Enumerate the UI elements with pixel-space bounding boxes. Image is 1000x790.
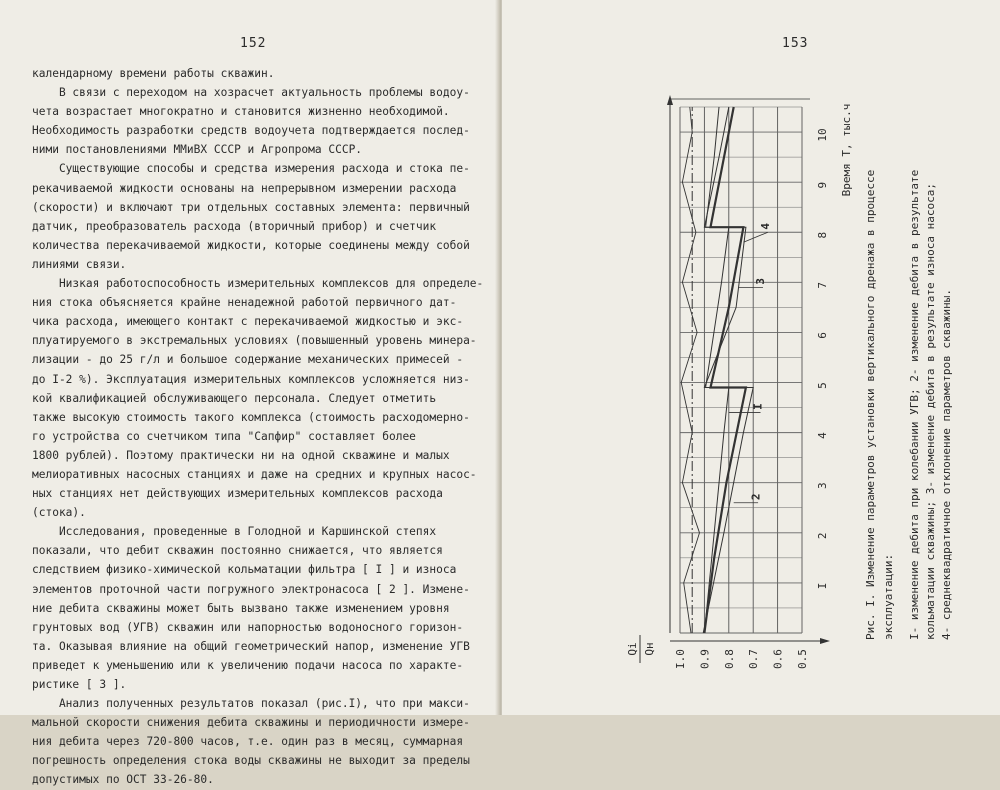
right-page bbox=[502, 0, 1000, 715]
x-tick-label: 10 bbox=[816, 128, 829, 142]
ratio-axis-arrow bbox=[820, 638, 830, 644]
text-line: (скорости) и включают три отдельных составных элемента: первичный bbox=[32, 200, 470, 214]
page-number-right: 153 bbox=[782, 36, 809, 51]
text-line: плуатируемого в экстремальных условиях (повышенный уровень минера- bbox=[32, 334, 477, 348]
left-page bbox=[0, 0, 498, 787]
ratio-axis-numerator: Qi bbox=[626, 642, 639, 656]
caption-line: 4- среднеквадратичное отклонение параметров скважины. bbox=[940, 289, 953, 640]
text-line: ния дебита через 720-800 часов, т.е. один раз в месяц, суммарная bbox=[32, 735, 464, 749]
text-line: грунтовых вод (УГВ) скважин или напорностью водоносного горизон- bbox=[32, 620, 464, 634]
x-tick-label: 5 bbox=[816, 382, 829, 389]
text-line: Необходимость разработки средств водоучета подтверждается послед- bbox=[32, 124, 470, 138]
curve-leader-line bbox=[743, 232, 767, 242]
text-line: чика расхода, имеющего контакт с перекачиваемой жидкостью и экс- bbox=[32, 315, 464, 329]
series-line-2 bbox=[704, 107, 728, 633]
y-tick-label: 0.6 bbox=[771, 649, 785, 669]
x-tick-label: 7 bbox=[816, 282, 829, 289]
text-line: ния стока объясняется крайне ненадежной работой первичного дат- bbox=[32, 296, 457, 310]
text-line: ние дебита скважины может быть вызвано также изменением уровня bbox=[32, 601, 450, 615]
text-line: рекачиваемой жидкости основаны на непрерывном измерении расхода bbox=[32, 181, 457, 195]
text-line: го устройства со счетчиком типа "Сапфир" составляет более bbox=[32, 429, 416, 443]
ratio-axis-denominator: Qн bbox=[643, 642, 656, 656]
x-tick-label: 6 bbox=[816, 332, 829, 339]
text-line: Низкая работоспособность измерительных комплексов для определе- bbox=[32, 277, 484, 291]
text-line: 1800 рублей). Поэтому практически ни на одной скважине и малых bbox=[32, 448, 450, 462]
text-line: линиями связи. bbox=[32, 257, 127, 271]
text-line: также высокую стоимость такого комплекса (стоимость расходомерно- bbox=[32, 410, 470, 424]
x-tick-label: I bbox=[816, 582, 829, 590]
text-line: показали, что дебит скважин постоянно снижается, что является bbox=[32, 544, 443, 558]
chart-ticks bbox=[674, 128, 829, 669]
curve-label-4: 4 bbox=[759, 222, 773, 230]
left-body-text bbox=[32, 64, 484, 790]
x-tick-label: 4 bbox=[816, 432, 829, 439]
chart-series bbox=[681, 107, 753, 633]
text-line: чета возрастает многократно и становится жизненно необходимой. bbox=[32, 105, 450, 119]
text-line: количества перекачиваемой жидкости, которые соединены между собой bbox=[32, 238, 470, 252]
text-line: до I-2 %). Эксплуатация измерительных комплексов усложняется низ- bbox=[32, 372, 470, 386]
x-tick-label: 9 bbox=[816, 181, 829, 189]
caption-line: эксплуатации: bbox=[882, 553, 895, 640]
text-line: допустимых по ОСТ 33-26-80. bbox=[32, 773, 214, 787]
y-tick-label: 0.8 bbox=[722, 649, 736, 669]
time-axis-arrow bbox=[667, 95, 673, 105]
text-line: следствием физико-химической кольматации фильтра [ I ] и износа bbox=[32, 563, 457, 577]
page-number-left: 152 bbox=[240, 36, 267, 51]
x-tick-label: 8 bbox=[816, 231, 829, 239]
text-line: датчик, преобразователь расхода (вторичный прибор) и счетчик bbox=[32, 219, 437, 233]
ratio-axis-label bbox=[626, 635, 656, 663]
text-line: календарному времени работы скважин. bbox=[32, 67, 275, 80]
series-line-I bbox=[681, 107, 699, 633]
y-tick-label: I.0 bbox=[674, 649, 687, 669]
curve-label-2: 2 bbox=[749, 493, 763, 501]
y-tick-label: 0.7 bbox=[747, 649, 761, 669]
y-tick-label: 0.9 bbox=[698, 649, 712, 669]
text-line: кой квалификацией обслуживающего персонала. Следует отметить bbox=[32, 391, 437, 405]
text-line: Исследования, проведенные в Голодной и Каршинской степях bbox=[32, 525, 437, 539]
caption-line: Рис. I. Изменение параметров установки вертикального дренажа в процессе bbox=[864, 169, 877, 640]
text-line: ных станциях нет действующих измерительных комплексов расхода bbox=[32, 487, 443, 501]
figure-1-chart bbox=[502, 0, 1000, 715]
caption-line: I- изменение дебита при колебании УГВ; 2- изменение дебита в результате bbox=[908, 169, 921, 640]
curve-label-3: 3 bbox=[754, 278, 768, 285]
text-line: Существующие способы и средства измерения расхода и стока пе- bbox=[32, 162, 470, 176]
x-tick-label: 2 bbox=[816, 532, 829, 540]
figure-caption bbox=[864, 170, 953, 640]
y-tick-label: 0.5 bbox=[796, 649, 809, 669]
text-line: Анализ полученных результатов показал (рис.I), что при макси- bbox=[32, 697, 470, 711]
text-line: ристике [ 3 ]. bbox=[32, 678, 127, 691]
x-tick-label: 3 bbox=[816, 482, 829, 490]
chart-grid bbox=[667, 95, 830, 644]
text-line: ними постановлениями ММиВХ СССР и Агропрома СССР. bbox=[32, 143, 363, 157]
text-line: лизации - до 25 г/л и большое содержание механических примесей - bbox=[32, 353, 464, 367]
curve-label-I: I bbox=[751, 403, 765, 410]
text-line: В связи с переходом на хозрасчет актуальность проблемы водоу- bbox=[32, 86, 470, 100]
time-axis-label: Время Т, тыс.ч bbox=[840, 103, 853, 197]
text-line: мелиоративных насосных станциях и даже на средних и крупных насос- bbox=[32, 467, 477, 481]
text-line: (стока). bbox=[32, 506, 86, 520]
text-line: приведет к уменьшению или к увеличению подачи насоса по характе- bbox=[32, 658, 464, 672]
text-line: погрешность определения стока воды скважины не выходит за пределы bbox=[32, 754, 470, 768]
text-line: мальной скорости снижения дебита скважины и периодичности измере- bbox=[32, 716, 470, 730]
text-line: элементов проточной части погружного электронасоса [ 2 ]. Измене- bbox=[32, 582, 470, 596]
text-line: та. Оказывая влияние на общий геометрический напор, изменение УГВ bbox=[32, 639, 470, 653]
caption-line: кольматации скважины; 3- изменение дебита в результате износа насоса; bbox=[924, 183, 937, 640]
